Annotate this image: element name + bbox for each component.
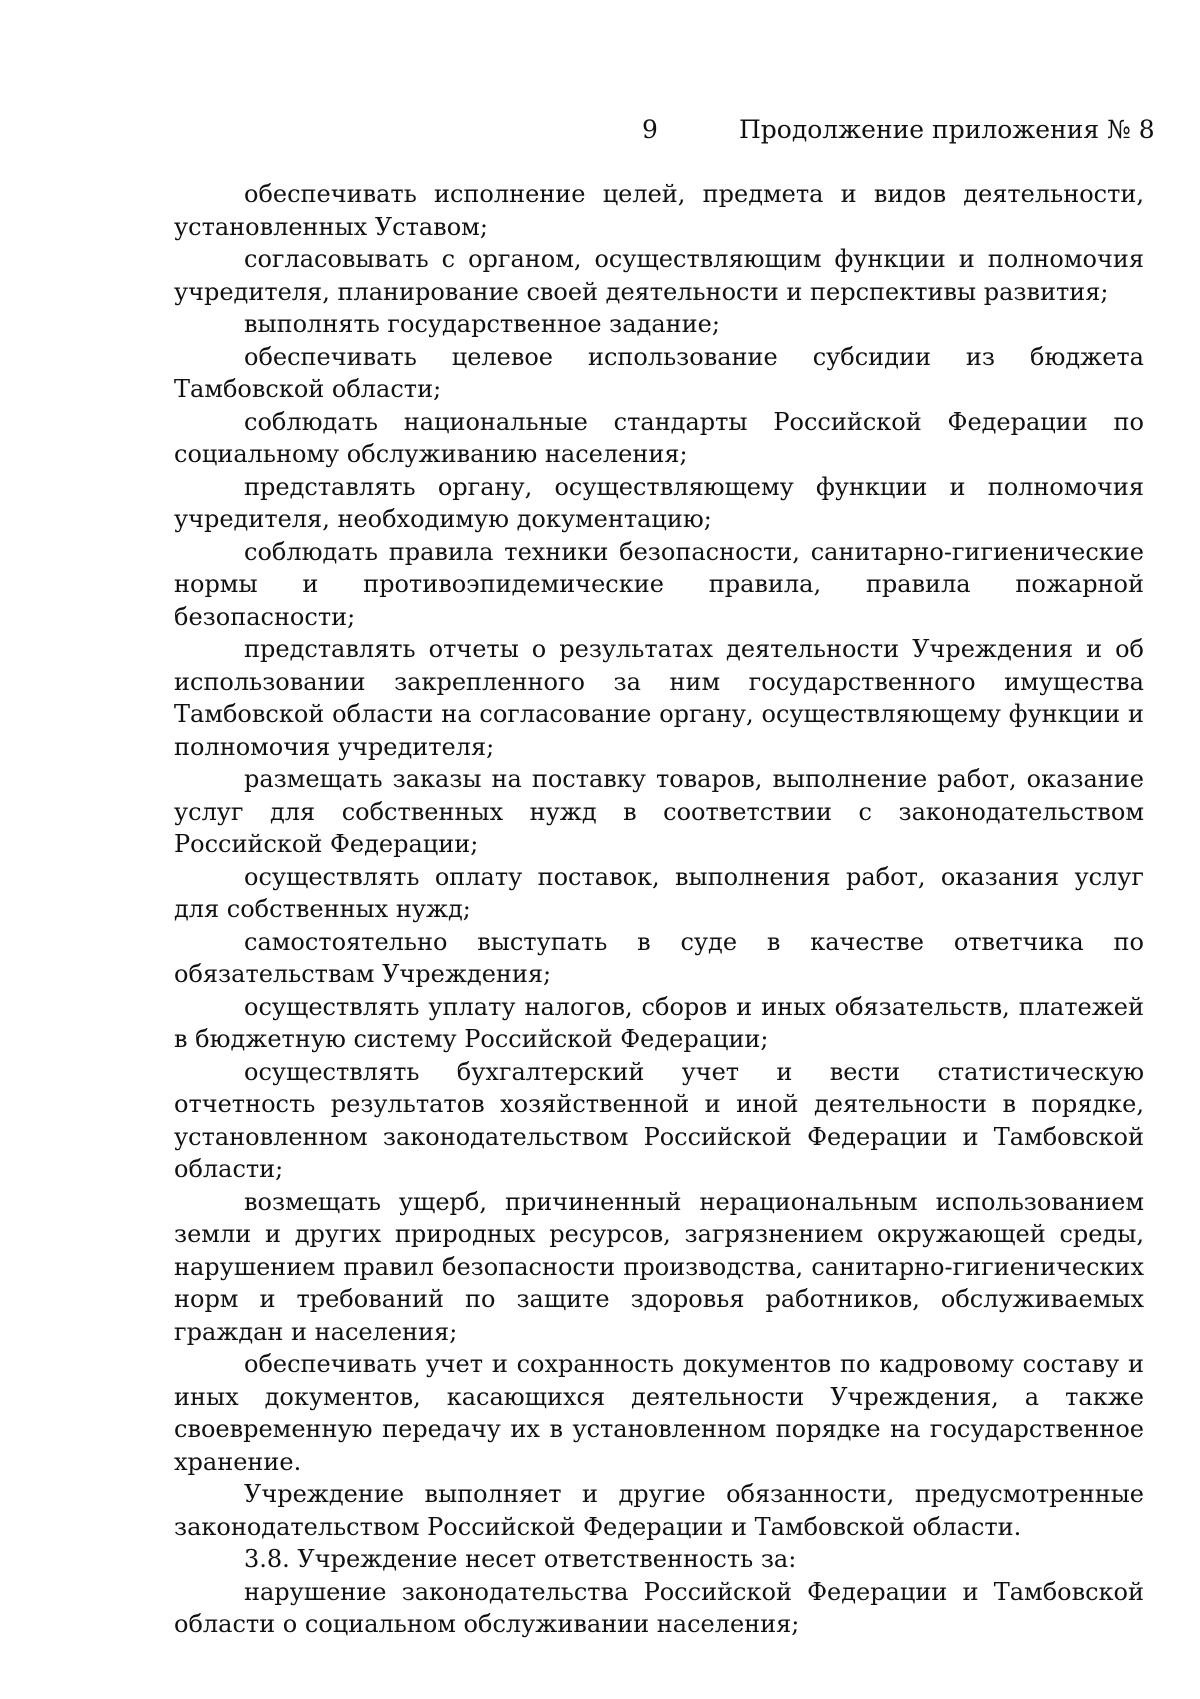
paragraph: представлять отчеты о результатах деятельности Учреждения и об использовании закрепленного за ним государственного имущества Тамбовской области на согласование органу, осуществляющему функции и полномочия учредителя; xyxy=(174,635,1144,761)
paragraph: согласовывать с органом, осуществляющим функции и полномочия учредителя, планирование своей деятельности и перспективы развития; xyxy=(174,245,1144,306)
appendix-continuation-title: Продолжение приложения № 8 xyxy=(739,115,1155,144)
paragraph: нарушение законодательства Российской Федерации и Тамбовской области о социальном обслуживании населения; xyxy=(174,1577,1144,1638)
paragraph: самостоятельно выступать в суде в качестве ответчика по обязательствам Учреждения; xyxy=(174,927,1144,988)
paragraph: обеспечивать исполнение целей, предмета и видов деятельности, установленных Уставом; xyxy=(174,180,1144,241)
paragraph: обеспечивать целевое использование субсидии из бюджета Тамбовской области; xyxy=(174,342,1144,403)
paragraph: возмещать ущерб, причиненный нерациональным использованием земли и других природных ресурсов, загрязнением окружающей среды, нарушением правил безопасности производства, санитарно-гигиенических норм и требований по защите здоровья работников, обслуживаемых граждан и населения; xyxy=(174,1187,1144,1346)
paragraph: представлять органу, осуществляющему функции и полномочия учредителя, необходимую документацию; xyxy=(174,472,1144,533)
paragraph: обеспечивать учет и сохранность документов по кадровому составу и иных документов, касающихся деятельности Учреждения, а также своевременную передачу их в установленном порядке на государственное хранение. xyxy=(174,1350,1144,1476)
paragraph: Учреждение выполняет и другие обязанности, предусмотренные законодательством Российской Федерации и Тамбовской области. xyxy=(174,1480,1144,1541)
page-number: 9 xyxy=(642,115,658,144)
paragraph: осуществлять бухгалтерский учет и вести статистическую отчетность результатов хозяйственной и иной деятельности в порядке, установленном законодательством Российской Федерации и Тамбовской области; xyxy=(174,1057,1144,1183)
document-body xyxy=(174,178,1144,1641)
paragraph: осуществлять уплату налогов, сборов и иных обязательств, платежей в бюджетную систему Российской Федерации; xyxy=(174,992,1144,1053)
paragraph: соблюдать правила техники безопасности, санитарно-гигиенические нормы и противоэпидемические правила, правила пожарной безопасности; xyxy=(174,537,1144,631)
section-heading-3-8: 3.8. Учреждение несет ответственность за: xyxy=(244,1545,797,1573)
paragraph: выполнять государственное задание; xyxy=(244,310,720,338)
paragraph: размещать заказы на поставку товаров, выполнение работ, оказание услуг для собственных нужд в соответствии с законодательством Российской Федерации; xyxy=(174,765,1144,858)
paragraph: соблюдать национальные стандарты Российской Федерации по социальному обслуживанию населения; xyxy=(174,407,1144,468)
page-header xyxy=(0,113,1200,147)
paragraph: осуществлять оплату поставок, выполнения работ, оказания услуг для собственных нужд; xyxy=(174,862,1144,923)
